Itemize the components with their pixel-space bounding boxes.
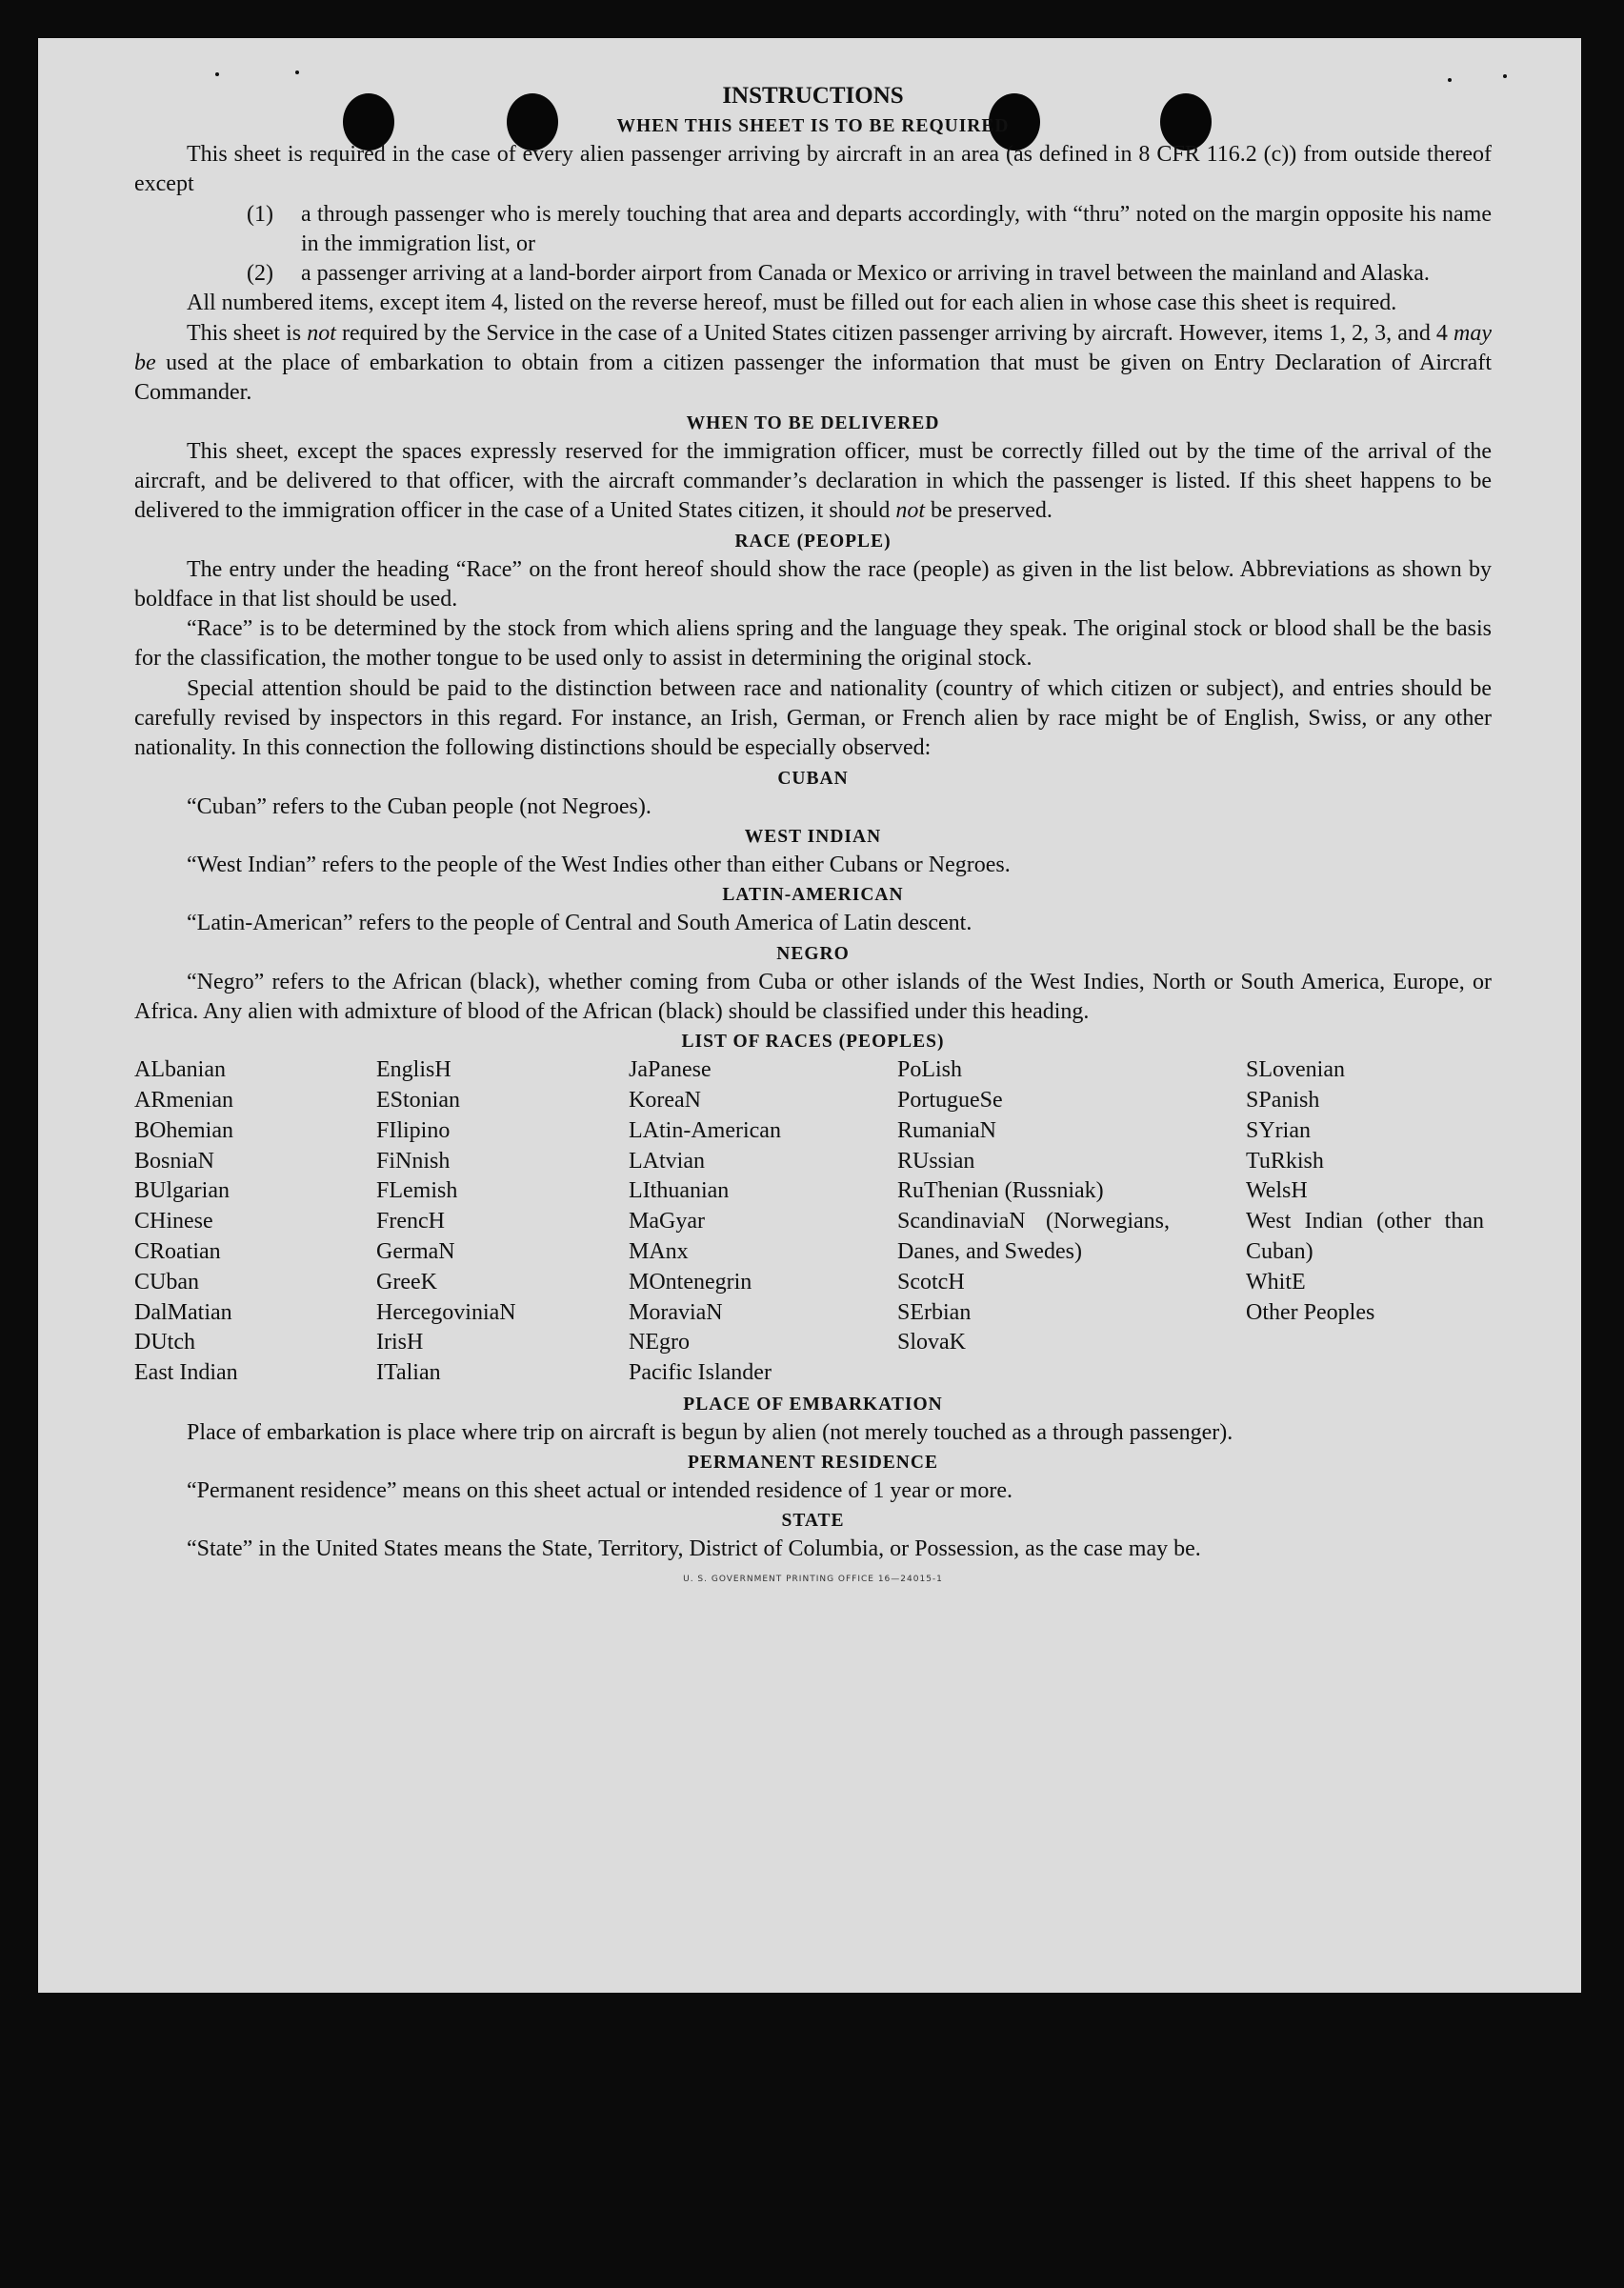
- paragraph-delivered: This sheet, except the spaces expressly reserved for the immigration officer, must be correctly filled out by the time of the arrival of the aircraft, and be delivered to that officer, with the aircraft commander’s declaration in which the passenger is listed. If this sheet happens to be delivered to the immigration officer in the case of a United States citizen, it should not be preserved.: [134, 438, 1492, 524]
- race-item: DUtch: [134, 1330, 195, 1355]
- paragraph-race-1: The entry under the heading “Race” on the front hereof should show the race (people) as given in the list below. Abbreviations as shown by boldface in that list should be used.: [134, 556, 1492, 612]
- paragraph-race-2: “Race” is to be determined by the stock from which aliens spring and the language they speak. The original stock or blood shall be the basis for the classification, the mother tongue to be used only to assist in determining the original stock.: [134, 616, 1492, 672]
- race-item: LAtvian: [629, 1148, 705, 1174]
- race-item: EnglisH: [376, 1057, 451, 1083]
- race-item: BOhemian: [134, 1117, 233, 1143]
- race-item: MOntenegrin: [629, 1269, 752, 1295]
- exception-1: [247, 200, 1492, 260]
- race-item: ALbanian: [134, 1057, 226, 1083]
- race-item: DalMatian: [134, 1299, 232, 1325]
- race-column-4: [897, 1055, 1170, 1389]
- race-item: MAnx: [629, 1238, 689, 1264]
- race-item: JaPanese: [629, 1057, 712, 1083]
- race-item: TuRkish: [1246, 1148, 1324, 1174]
- race-item: RuThenian (Russniak): [897, 1178, 1104, 1204]
- heading-when-required: WHEN THIS SHEET IS TO BE REQUIRED: [616, 116, 1010, 136]
- race-item: PortugueSe: [897, 1087, 1003, 1113]
- race-item: ScotcH: [897, 1269, 965, 1295]
- paragraph-state: “State” in the United States means the State, Territory, District of Columbia, or Possession, as the case may be.: [187, 1536, 1201, 1562]
- exception-text: a through passenger who is merely touching that area and departs accordingly, with “thru” noted on the margin opposite his name in the immigration list, or: [301, 201, 1492, 256]
- race-list: [134, 1055, 1492, 1389]
- race-item: Pacific Islander: [629, 1360, 772, 1386]
- race-column-2: [376, 1055, 629, 1389]
- race-item: BUlgarian: [134, 1178, 230, 1204]
- race-item: GermaN: [376, 1238, 455, 1264]
- heading-permanent-residence: PERMANENT RESIDENCE: [688, 1453, 938, 1474]
- race-item: BosniaN: [134, 1148, 214, 1174]
- paragraph-race-3: Special attention should be paid to the distinction between race and nationality (country of which citizen or subject), and entries should be carefully revised by inspectors in this regard. For instance, an Irish, German, or French alien by race might be of English, Swiss, or any other nationality. In this connection the following distinctions should be especially observed:: [134, 675, 1492, 761]
- race-item: WhitE: [1246, 1269, 1306, 1295]
- dust-speck: [1503, 74, 1507, 78]
- race-item: EStonian: [376, 1087, 460, 1113]
- race-item: LIthuanian: [629, 1178, 730, 1204]
- heading-state: STATE: [781, 1511, 845, 1532]
- race-item: CUban: [134, 1269, 199, 1295]
- race-item: LAtin-American: [629, 1117, 781, 1143]
- paragraph-west-indian: “West Indian” refers to the people of the West Indies other than either Cubans or Negroes.: [187, 852, 1011, 877]
- heading-negro: NEGRO: [776, 943, 850, 964]
- race-item: FrencH: [376, 1209, 445, 1234]
- heading-latin-american: LATIN-AMERICAN: [722, 885, 904, 906]
- race-column-1: [134, 1055, 376, 1389]
- race-item: IrisH: [376, 1330, 424, 1355]
- heading-race: RACE (PEOPLE): [734, 531, 892, 552]
- page-title: INSTRUCTIONS: [722, 83, 904, 109]
- race-item: FiNnish: [376, 1148, 451, 1174]
- race-item: SPanish: [1246, 1087, 1320, 1113]
- race-item: PoLish: [897, 1057, 963, 1083]
- dust-speck: [1448, 78, 1452, 82]
- heading-list-of-races: LIST OF RACES (PEOPLES): [681, 1032, 945, 1053]
- race-item: MoraviaN: [629, 1299, 723, 1325]
- exception-text: a passenger arriving at a land-border airport from Canada or Mexico or arriving in travel between the mainland and Alaska.: [301, 261, 1430, 287]
- race-item: SYrian: [1246, 1117, 1311, 1143]
- race-item: FLemish: [376, 1178, 458, 1204]
- race-item: NEgro: [629, 1330, 690, 1355]
- race-item: CRoatian: [134, 1238, 221, 1264]
- race-item: GreeK: [376, 1269, 437, 1295]
- race-item: HercegoviniaN: [376, 1299, 516, 1325]
- race-item: SlovaK: [897, 1330, 966, 1355]
- race-item: West Indian (other than Cuban): [1246, 1209, 1484, 1264]
- race-item: ITalian: [376, 1360, 441, 1386]
- instructions-content: [134, 81, 1492, 1584]
- printing-office-footer: U. S. GOVERNMENT PRINTING OFFICE 16—24015-1: [683, 1574, 943, 1584]
- race-item: Other Peoples: [1246, 1299, 1375, 1325]
- paragraph-numbered-items: All numbered items, except item 4, listed on the reverse hereof, must be filled out for each alien in whose case this sheet is required.: [187, 291, 1397, 316]
- exception-number: (2): [247, 261, 273, 287]
- paragraph-permanent-residence: “Permanent residence” means on this sheet actual or intended residence of 1 year or more.: [187, 1478, 1012, 1504]
- paragraph-cuban: “Cuban” refers to the Cuban people (not Negroes).: [187, 793, 652, 819]
- heading-cuban: CUBAN: [777, 768, 849, 789]
- race-item: RUssian: [897, 1148, 975, 1174]
- race-item: East Indian: [134, 1360, 238, 1386]
- race-item: SErbian: [897, 1299, 972, 1325]
- race-item: CHinese: [134, 1209, 213, 1234]
- race-item: KoreaN: [629, 1087, 701, 1113]
- paragraph-embarkation: Place of embarkation is place where trip on aircraft is begun by alien (not merely touched as a through passenger).: [187, 1419, 1233, 1445]
- heading-when-delivered: WHEN TO BE DELIVERED: [686, 412, 940, 433]
- race-item: SLovenian: [1246, 1057, 1345, 1083]
- paragraph-citizen: This sheet is not required by the Service in the case of a United States citizen passenger arriving by aircraft. However, items 1, 2, 3, and 4 may be used at the place of embarkation to obtain from a citizen passenger the information that must be given on Entry Declaration of Aircraft Commander.: [134, 320, 1492, 406]
- race-item: ScandinaviaN (Norwegians, Danes, and Swedes): [897, 1209, 1170, 1264]
- race-item: MaGyar: [629, 1209, 705, 1234]
- paragraph-negro: “Negro” refers to the African (black), whether coming from Cuba or other islands of the West Indies, North or South America, Europe, or Africa. Any alien with admixture of blood of the African (black) should be classified under this heading.: [134, 969, 1492, 1024]
- heading-embarkation: PLACE OF EMBARKATION: [683, 1394, 943, 1415]
- race-item: FIlipino: [376, 1117, 451, 1143]
- race-column-5: [1246, 1055, 1484, 1389]
- paragraph-required-intro: This sheet is required in the case of every alien passenger arriving by aircraft in an area (as defined in 8 CFR 116.2 (c)) from outside thereof except: [134, 142, 1492, 197]
- race-item: WelsH: [1246, 1178, 1308, 1204]
- dust-speck: [215, 72, 219, 76]
- exception-2: [247, 259, 1492, 289]
- race-item: RumaniaN: [897, 1117, 996, 1143]
- exception-number: (1): [247, 201, 273, 227]
- heading-west-indian: WEST INDIAN: [744, 826, 882, 847]
- race-item: ARmenian: [134, 1087, 233, 1113]
- race-column-3: [629, 1055, 897, 1389]
- paragraph-latin-american: “Latin-American” refers to the people of Central and South America of Latin descent.: [187, 911, 972, 936]
- dust-speck: [295, 70, 299, 74]
- document-sheet: [38, 38, 1581, 1993]
